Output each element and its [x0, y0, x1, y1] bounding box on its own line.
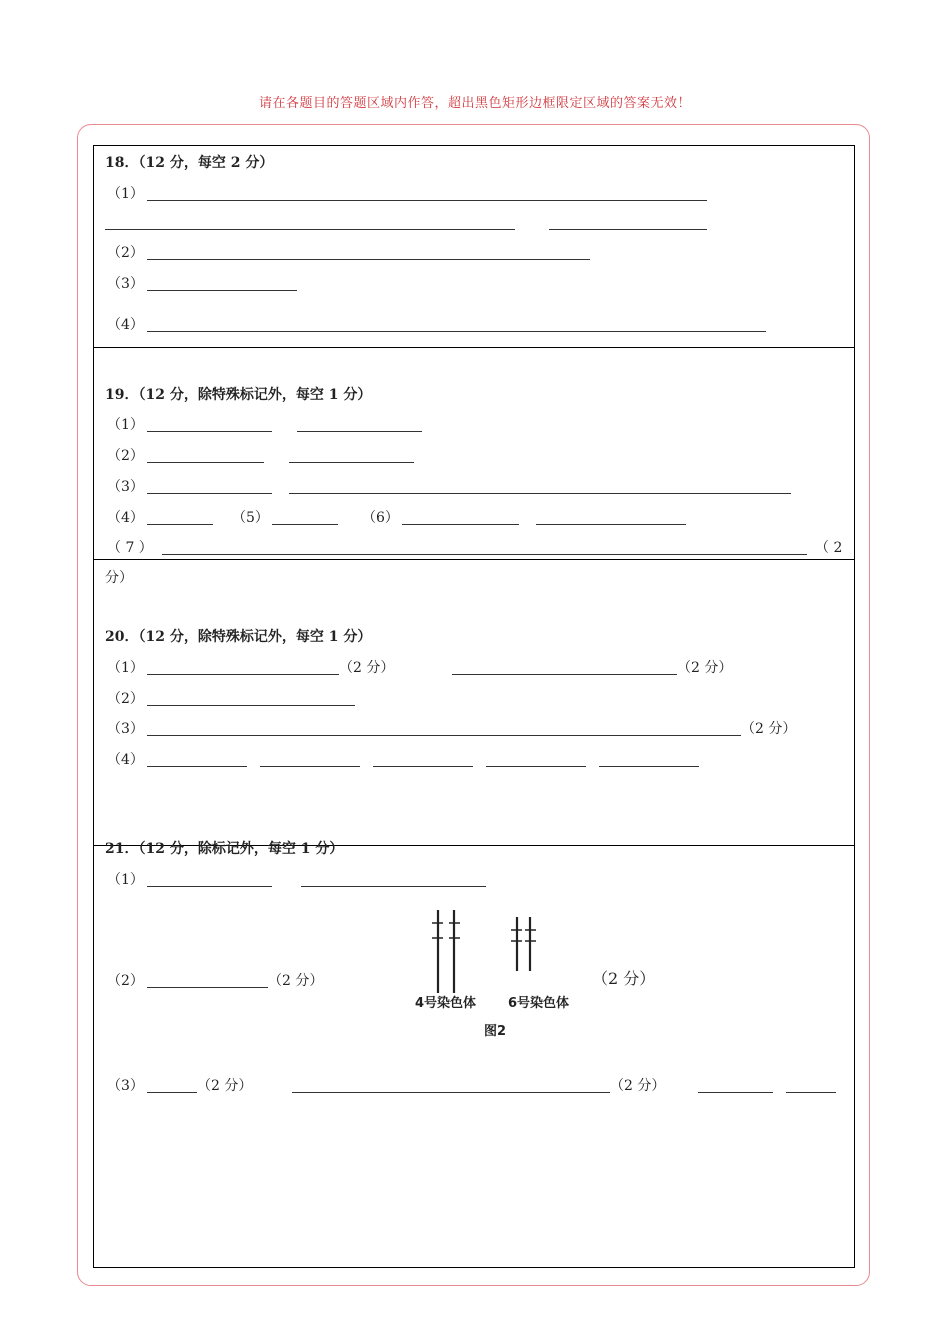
q21-answer-line-3a[interactable]	[147, 1092, 197, 1093]
q19-title: 19．（12 分，除特殊标记外，每空 1 分）	[105, 387, 372, 403]
q20-answer-line-4e[interactable]	[599, 766, 699, 767]
figure-label-chromosome-6: 6号染色体	[508, 996, 570, 1011]
q18-answer-line-3[interactable]	[147, 290, 297, 291]
answer-box-border	[93, 145, 855, 1268]
q20-part1-label: （1）	[107, 660, 144, 676]
q21-part3-label: （3）	[107, 1078, 144, 1094]
q20-title: 20．（12 分，除特殊标记外，每空 1 分）	[105, 629, 372, 645]
q18-part3-label: （3）	[107, 276, 144, 292]
q21-answer-line-3b[interactable]	[292, 1092, 610, 1093]
figure-caption: 图2	[484, 1024, 507, 1039]
q18-answer-line-4[interactable]	[147, 331, 766, 332]
q20-answer-line-3[interactable]	[147, 735, 741, 736]
q19-answer-line-3a[interactable]	[147, 493, 272, 494]
q19-answer-line-7[interactable]	[162, 554, 807, 555]
q19-part2-label: （2）	[107, 448, 144, 464]
divider-19-20	[93, 559, 855, 560]
q21-answer-line-3d[interactable]	[786, 1092, 836, 1093]
q19-part7-label: （ 7 ）	[107, 540, 153, 556]
q18-answer-line-1c[interactable]	[549, 229, 707, 230]
q19-part1-label: （1）	[107, 417, 144, 433]
notice-text: 请在各题目的答题区域内作答，超出黑色矩形边框限定区域的答案无效！	[258, 96, 691, 111]
q21-title: 21．（12 分，除标记外，每空 1 分）	[105, 841, 344, 857]
q19-answer-line-5[interactable]	[272, 524, 338, 525]
q21-score-3b: （2 分）	[610, 1078, 666, 1094]
q21-answer-line-1a[interactable]	[147, 886, 272, 887]
q19-answer-line-1a[interactable]	[147, 431, 272, 432]
q19-score-7a: （ 2	[815, 540, 843, 556]
q18-answer-line-2[interactable]	[147, 259, 590, 260]
divider-18-19	[93, 347, 855, 348]
q19-answer-line-2a[interactable]	[147, 462, 264, 463]
q21-answer-line-3c[interactable]	[698, 1092, 773, 1093]
q19-part6-label: （6）	[362, 510, 399, 526]
q19-answer-line-1b[interactable]	[297, 431, 422, 432]
q19-score-7b: 分）	[105, 570, 133, 586]
q18-part4-label: （4）	[107, 317, 144, 333]
q20-answer-line-4a[interactable]	[147, 766, 247, 767]
q21-answer-line-2[interactable]	[147, 987, 268, 988]
q19-part5-label: （5）	[232, 510, 269, 526]
q19-answer-line-6b[interactable]	[536, 524, 686, 525]
q20-answer-line-4b[interactable]	[260, 766, 360, 767]
q18-answer-line-1b[interactable]	[105, 229, 515, 230]
q21-score-3a: （2 分）	[197, 1078, 253, 1094]
q20-part2-label: （2）	[107, 691, 144, 707]
q19-answer-line-3b[interactable]	[289, 493, 791, 494]
q19-part4-label: （4）	[107, 510, 144, 526]
q21-part1-label: （1）	[107, 872, 144, 888]
q18-part2-label: （2）	[107, 245, 144, 261]
q18-answer-line-1a[interactable]	[147, 200, 707, 201]
q21-score-figure: （2 分）	[592, 969, 656, 988]
q20-answer-line-2[interactable]	[147, 705, 355, 706]
q21-score-2: （2 分）	[268, 973, 324, 989]
q21-part2-label: （2）	[107, 973, 144, 989]
q20-score-1b: （2 分）	[677, 660, 733, 676]
q20-score-1a: （2 分）	[339, 660, 395, 676]
q19-answer-line-4[interactable]	[147, 524, 213, 525]
q20-answer-line-1a[interactable]	[147, 674, 339, 675]
q20-part4-label: （4）	[107, 752, 144, 768]
q20-answer-line-4c[interactable]	[373, 766, 473, 767]
q19-answer-line-2b[interactable]	[289, 462, 414, 463]
q20-score-3: （2 分）	[741, 721, 797, 737]
q19-answer-line-6a[interactable]	[402, 524, 519, 525]
q20-answer-line-4d[interactable]	[486, 766, 586, 767]
q20-part3-label: （3）	[107, 721, 144, 737]
figure-label-chromosome-4: 4号染色体	[415, 996, 477, 1011]
q20-answer-line-1b[interactable]	[452, 674, 677, 675]
q21-answer-line-1b[interactable]	[301, 886, 486, 887]
q18-title: 18．（12 分，每空 2 分）	[105, 155, 274, 171]
q19-part3-label: （3）	[107, 479, 144, 495]
q18-part1-label: （1）	[107, 186, 144, 202]
